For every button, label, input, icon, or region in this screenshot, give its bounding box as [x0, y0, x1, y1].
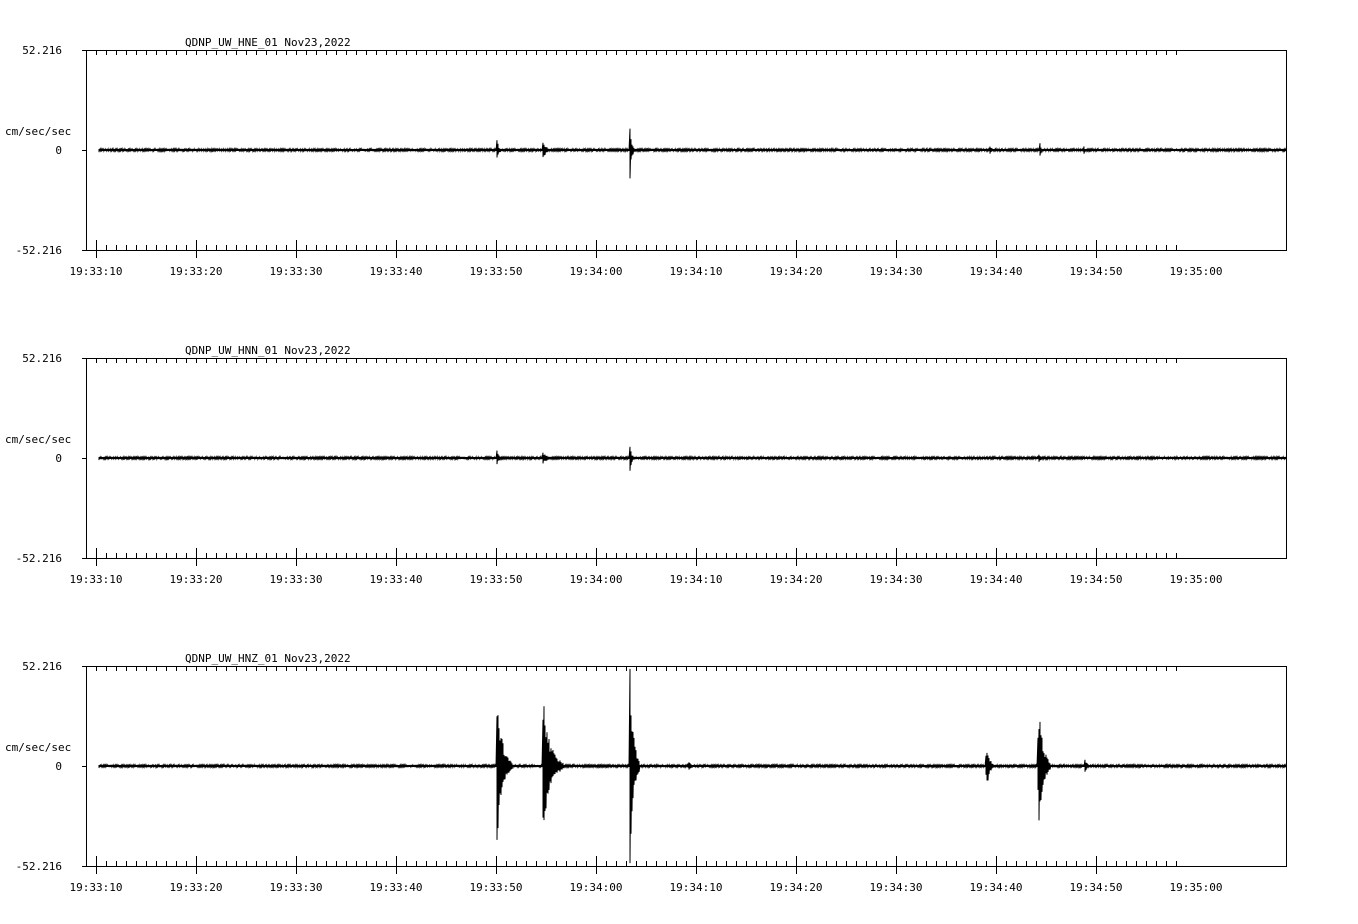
y-tick-label: 52.216	[22, 352, 62, 365]
x-tick-label: 19:33:50	[469, 573, 523, 586]
x-tick-label: 19:35:00	[1169, 573, 1223, 586]
y-tick-label: 0	[55, 452, 62, 465]
x-tick-label: 19:34:00	[569, 881, 623, 894]
x-tick-label: 19:34:10	[669, 881, 723, 894]
y-tick-label: 52.216	[22, 44, 62, 57]
x-tick-label: 19:34:00	[569, 573, 623, 586]
x-tick-label: 19:33:40	[369, 265, 423, 278]
seismogram-panel	[5, 36, 1287, 278]
panel-title: QDNP_UW_HNN_01 Nov23,2022	[185, 344, 351, 357]
x-tick-label: 19:34:20	[769, 881, 823, 894]
x-tick-label: 19:34:30	[869, 573, 923, 586]
x-tick-label: 19:33:30	[269, 881, 323, 894]
seismogram-panel	[5, 344, 1287, 586]
y-tick-label: 0	[55, 760, 62, 773]
y-axis-label: cm/sec/sec	[5, 125, 72, 138]
x-tick-label: 19:34:30	[869, 265, 923, 278]
seismogram-panel	[5, 652, 1287, 894]
x-tick-label: 19:33:50	[469, 265, 523, 278]
x-tick-label: 19:34:10	[669, 265, 723, 278]
x-tick-label: 19:33:50	[469, 881, 523, 894]
x-tick-label: 19:34:40	[969, 265, 1023, 278]
x-tick-label: 19:33:10	[69, 573, 123, 586]
x-tick-label: 19:34:00	[569, 265, 623, 278]
x-tick-label: 19:34:20	[769, 265, 823, 278]
x-tick-label: 19:33:40	[369, 573, 423, 586]
x-tick-label: 19:33:10	[69, 265, 123, 278]
y-tick-label: -52.216	[15, 552, 62, 565]
x-tick-label: 19:33:20	[169, 881, 223, 894]
x-tick-label: 19:35:00	[1169, 265, 1223, 278]
waveform-trace	[99, 129, 1286, 179]
y-tick-label: -52.216	[15, 244, 62, 257]
x-tick-label: 19:34:20	[769, 573, 823, 586]
y-tick-label: 0	[55, 144, 62, 157]
x-tick-label: 19:35:00	[1169, 881, 1223, 894]
y-tick-label: 52.216	[22, 660, 62, 673]
x-tick-label: 19:34:40	[969, 573, 1023, 586]
panel-title: QDNP_UW_HNE_01 Nov23,2022	[185, 36, 351, 49]
x-tick-label: 19:34:30	[869, 881, 923, 894]
x-tick-label: 19:33:20	[169, 573, 223, 586]
x-tick-label: 19:33:20	[169, 265, 223, 278]
x-tick-label: 19:34:50	[1069, 881, 1123, 894]
y-tick-label: -52.216	[15, 860, 62, 873]
y-axis-label: cm/sec/sec	[5, 741, 72, 754]
x-tick-label: 19:34:50	[1069, 265, 1123, 278]
x-tick-label: 19:33:10	[69, 881, 123, 894]
x-tick-label: 19:33:30	[269, 573, 323, 586]
x-tick-label: 19:33:40	[369, 881, 423, 894]
x-tick-label: 19:34:40	[969, 881, 1023, 894]
panel-title: QDNP_UW_HNZ_01 Nov23,2022	[185, 652, 351, 665]
x-tick-label: 19:34:10	[669, 573, 723, 586]
y-axis-label: cm/sec/sec	[5, 433, 72, 446]
x-tick-label: 19:34:50	[1069, 573, 1123, 586]
x-tick-label: 19:33:30	[269, 265, 323, 278]
